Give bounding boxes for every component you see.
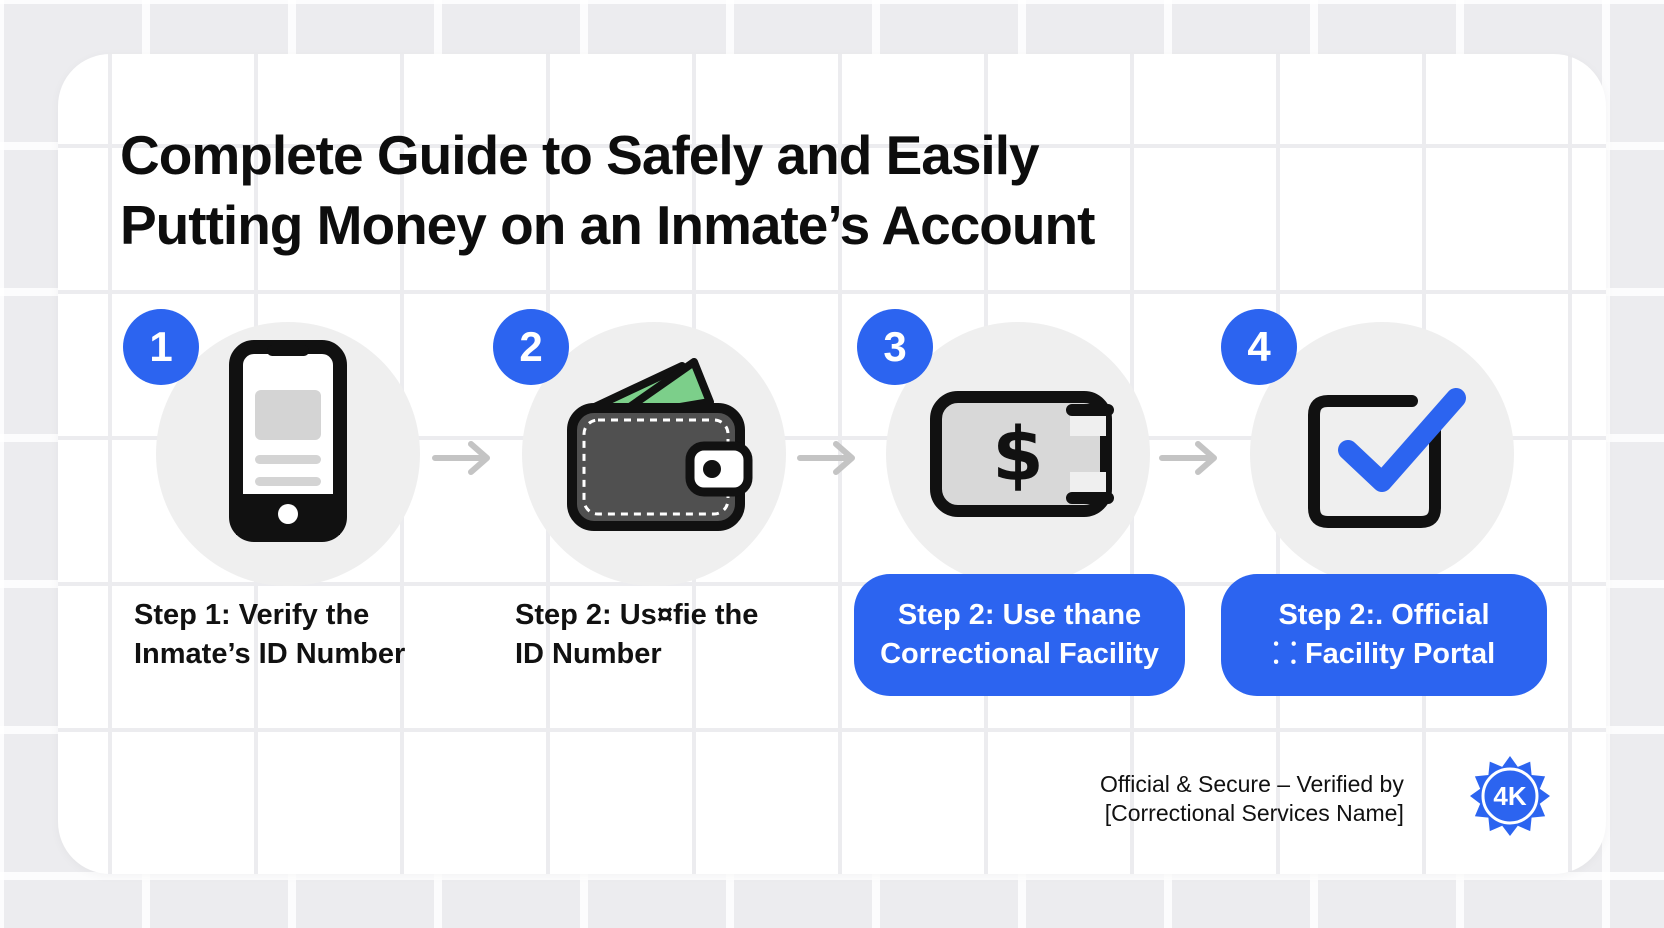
step-4-label-pill <box>1221 574 1547 696</box>
step-1-label-line-2: Inmate’s ID Number <box>134 638 406 670</box>
arrow-right-icon <box>796 440 858 476</box>
svg-text:$: $ <box>992 412 1044 498</box>
step-4-label-line-1: Step 2:. Official <box>1278 599 1490 631</box>
verified-seal-icon <box>1468 754 1552 838</box>
step-3-label-line-2: Correctional Facility <box>880 638 1159 670</box>
arrow-right-icon <box>1158 440 1220 476</box>
step-3-number-badge: 3 <box>857 309 933 385</box>
step-1-label <box>134 596 405 674</box>
verification-line-2: [Correctional Services Name] <box>1104 800 1404 826</box>
step-3-label-line-1: Step 2: Use thane <box>897 599 1142 631</box>
step-2-label-line-1: Step 2: Us¤fie the <box>515 599 759 631</box>
step-4-number-badge: 4 <box>1221 309 1297 385</box>
step-2-number-badge: 2 <box>493 309 569 385</box>
arrow-right-icon <box>431 440 493 476</box>
title-line-2: Putting Money on an Inmate’s Account <box>120 194 1095 256</box>
step-4-label-line-2: ⸬ Facility Portal <box>1272 638 1496 670</box>
title-line-1: Complete Guide to Safely and Easily <box>120 124 1039 186</box>
step-2-label-line-2: ID Number <box>515 638 662 670</box>
step-2-label <box>515 596 758 674</box>
step-3-label-pill <box>854 574 1185 696</box>
verification-line-1: Official & Secure – Verified by <box>1100 771 1404 797</box>
verification-text <box>1100 770 1404 828</box>
step-1-label-line-1: Step 1: Verify the <box>134 599 370 631</box>
seal-text: 4K <box>1493 781 1527 811</box>
step-1-number-badge: 1 <box>123 309 199 385</box>
page-title <box>120 120 1094 260</box>
